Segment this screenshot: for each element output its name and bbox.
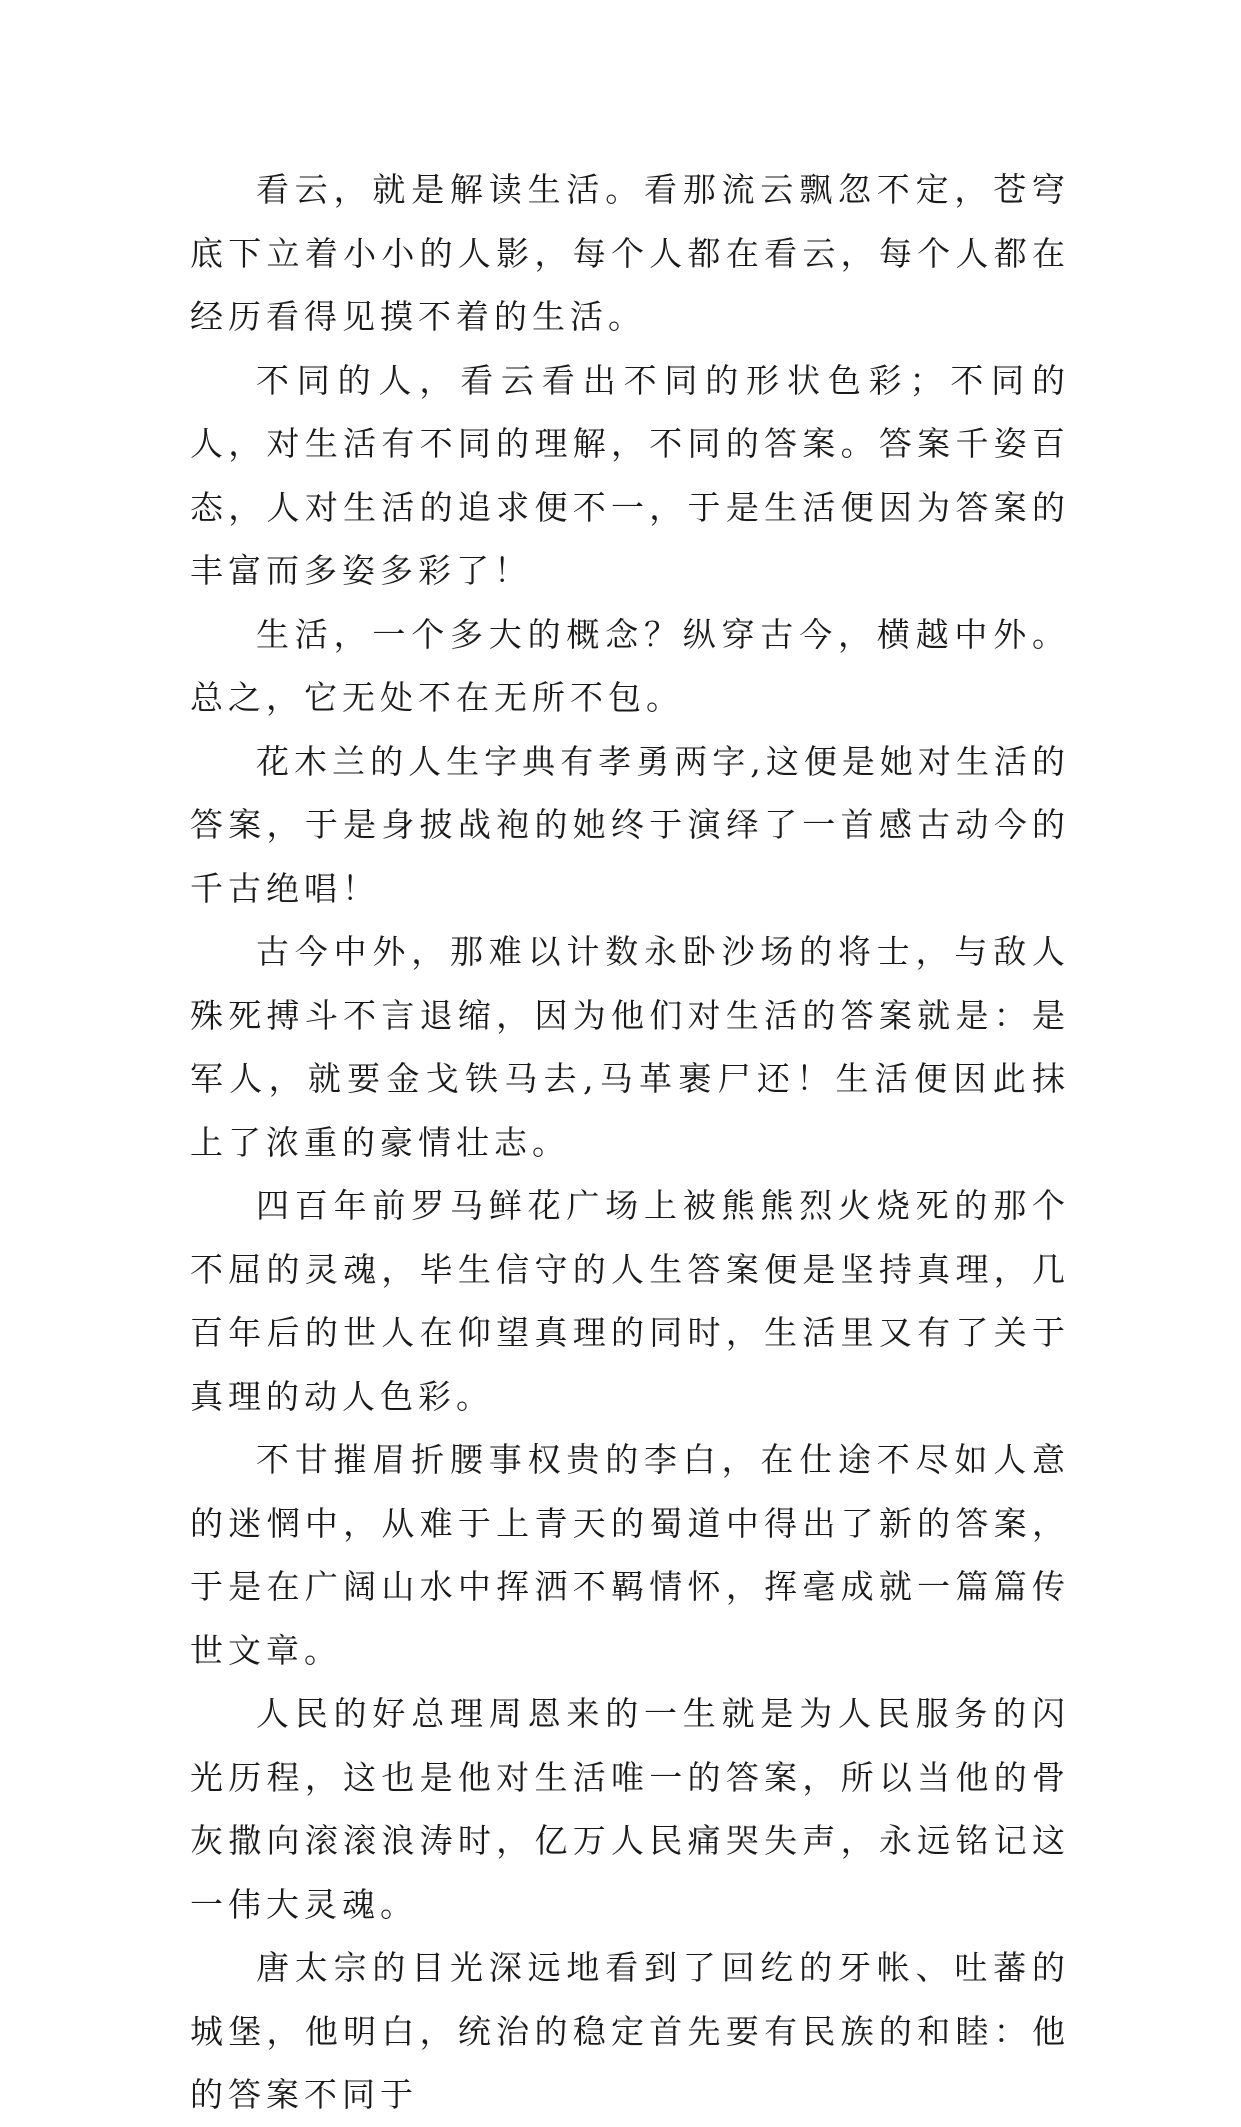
- paragraph: 古今中外，那难以计数永卧沙场的将士，与敌人殊死搏斗不言退缩，因为他们对生活的答案就是：是军人，就要金戈铁马去,马革裹尸还！生活便因此抹上了浓重的豪情壮志。: [190, 932, 1070, 1162]
- paragraph: 人民的好总理周恩来的一生就是为人民服务的闪光历程，这也是他对生活唯一的答案，所以当他的骨灰撒向滚滚浪涛时，亿万人民痛哭失声，永远铭记这一伟大灵魂。: [190, 1694, 1070, 1924]
- paragraph: 生活，一个多大的概念？纵穿古今，横越中外。总之，它无处不在无所不包。: [190, 614, 1070, 717]
- paragraph: 不甘摧眉折腰事权贵的李白，在仕途不尽如人意的迷惘中，从难于上青天的蜀道中得出了新的答案，于是在广阔山水中挥洒不羁情怀，挥毫成就一篇篇传世文章。: [190, 1440, 1070, 1670]
- paragraph: 看云，就是解读生活。看那流云飘忽不定，苍穹底下立着小小的人影，每个人都在看云，每个人都在经历看得见摸不着的生活。: [190, 170, 1070, 336]
- paragraph: 唐太宗的目光深远地看到了回纥的牙帐、吐蕃的城堡，他明白，统治的稳定首先要有民族的和睦：他的答案不同于: [190, 1948, 1070, 2114]
- paragraph: 不同的人，看云看出不同的形状色彩；不同的人，对生活有不同的理解，不同的答案。答案千姿百态，人对生活的追求便不一，于是生活便因为答案的丰富而多姿多彩了！: [190, 360, 1070, 590]
- paragraph: 四百年前罗马鲜花广场上被熊熊烈火烧死的那个不屈的灵魂，毕生信守的人生答案便是坚持真理，几百年后的世人在仰望真理的同时，生活里又有了关于真理的动人色彩。: [190, 1186, 1070, 1416]
- document-body: [190, 158, 1070, 2127]
- paragraph: 花木兰的人生字典有孝勇两字,这便是她对生活的答案，于是身披战袍的她终于演绎了一首感古动今的千古绝唱！: [190, 741, 1070, 908]
